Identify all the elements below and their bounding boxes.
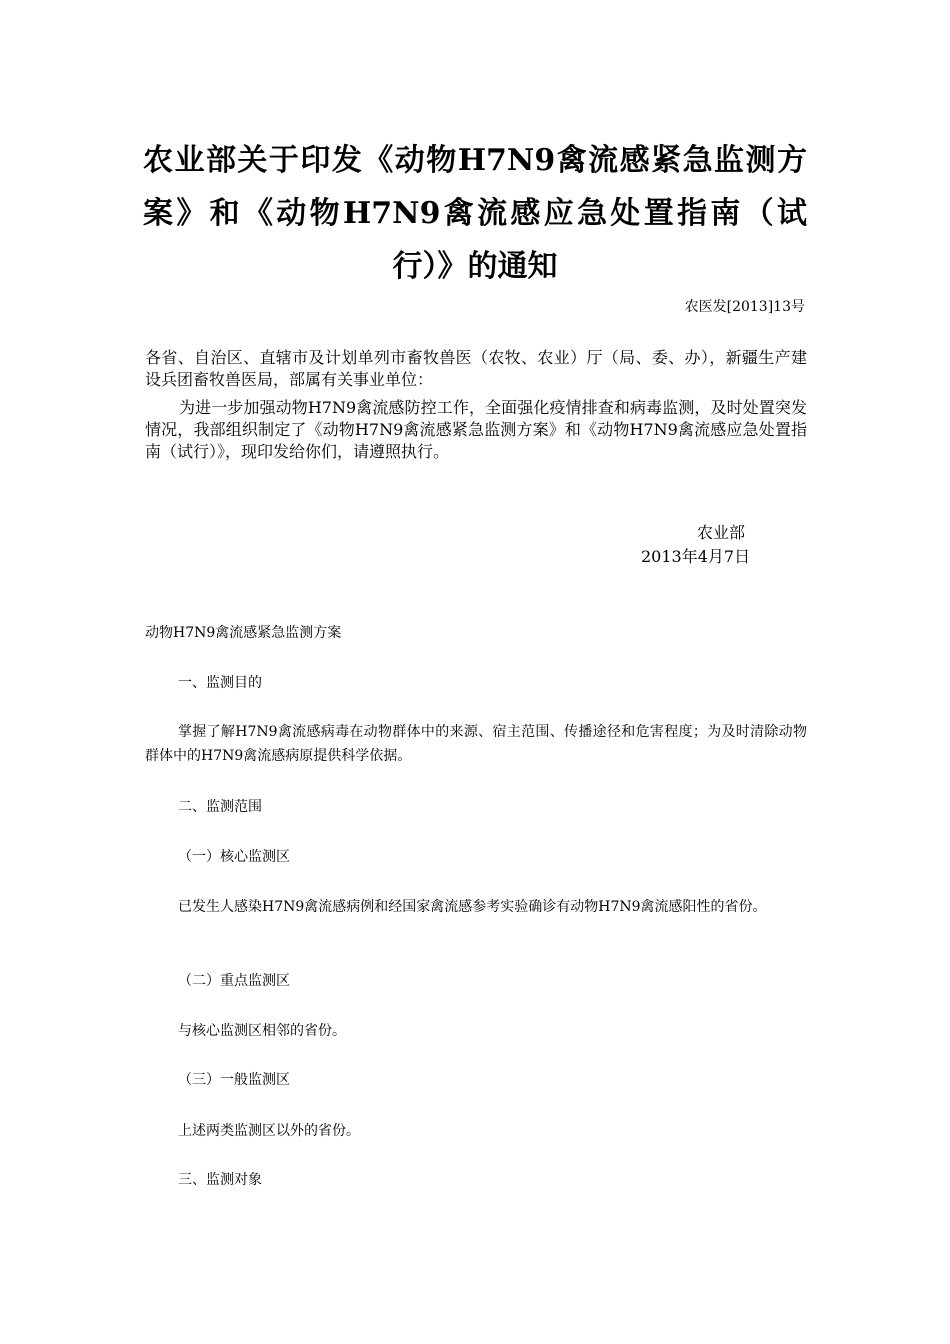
subsection-heading-key-zone: （二）重点监测区 [178, 973, 290, 989]
signature-date: 2013年4月7日 [641, 547, 751, 566]
signature-organization: 农业部 [697, 523, 746, 542]
addressee-paragraph: 各省、自治区、直辖市及计划单列市畜牧兽医（农牧、农业）厅（局、委、办），新疆生产建设兵团畜牧兽医局，部属有关事业单位： [145, 348, 807, 389]
subsection-text-key-zone: 与核心监测区相邻的省份。 [178, 1023, 346, 1039]
subsection-text-core-zone: 已发生人感染H7N9禽流感病例和经国家禽流感参考实验确诊有动物H7N9禽流感阳性的省份。 [178, 899, 767, 915]
subsection-heading-general-zone: （三）一般监测区 [178, 1072, 290, 1088]
section-text-purpose: 掌握了解H7N9禽流感病毒在动物群体中的来源、宿主范围、传播途径和危害程度；为及时清除动物群体中的H7N9禽流感病原提供科学依据。 [145, 724, 807, 764]
section-heading-scope: 二、监测范围 [178, 799, 262, 815]
section-heading-targets: 三、监测对象 [178, 1172, 262, 1188]
subsection-text-general-zone: 上述两类监测区以外的省份。 [178, 1123, 360, 1139]
subsection-heading-core-zone: （一）核心监测区 [178, 849, 290, 865]
notice-body-paragraph: 为进一步加强动物H7N9禽流感防控工作，全面强化疫情排查和病毒监测，及时处置突发情况，我部组织制定了《动物H7N9禽流感紧急监测方案》和《动物H7N9禽流感应急处置指南（试行）》，现印发给你们，请遵照执行。 [145, 398, 807, 461]
plan-title: 动物H7N9禽流感紧急监测方案 [145, 625, 342, 641]
section-heading-purpose: 一、监测目的 [178, 675, 262, 691]
document-number: 农医发[2013]13号 [684, 299, 805, 315]
notice-title: 农业部关于印发《动物H7N9禽流感紧急监测方案》和《动物H7N9禽流感应急处置指南（试行）》的通知 [143, 143, 807, 284]
